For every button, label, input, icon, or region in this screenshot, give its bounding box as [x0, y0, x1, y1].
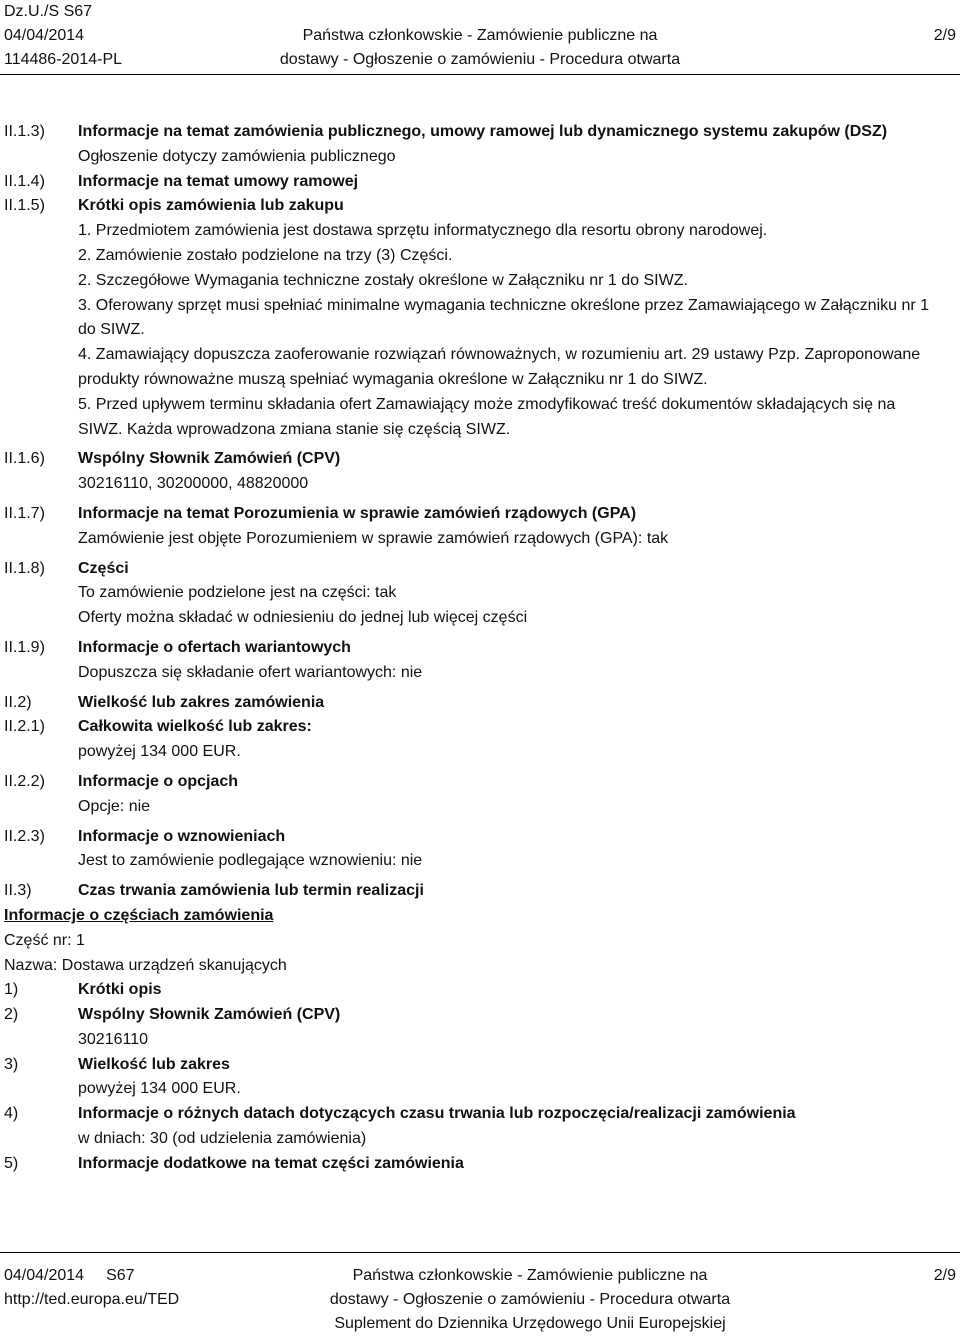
item-number: 3): [4, 1055, 19, 1073]
description-line: 4. Zamawiający dopuszcza zaoferowanie rozwiązań równoważnych, w rozumieniu art. 29 ustawy Pzp. Zaproponowane produkty równoważne muszą spełniać wymagania określone w Załączniku nr 1 do SIWZ.: [78, 346, 921, 388]
section-text: Zamówienie jest objęte Porozumieniem w sprawie zamówień rządowych (GPA): tak: [78, 529, 669, 547]
section-text: Jest to zamówienie podlegające wznowieniu: nie: [78, 852, 423, 870]
section-ii-1-8: [0, 557, 960, 631]
header-title-line2: dostawy - Ogłoszenie o zamówieniu - Procedura otwarta: [279, 51, 681, 68]
part-item-4: [0, 1102, 960, 1152]
section-text: Ogłoszenie dotyczy zamówienia publicznego: [78, 147, 396, 165]
footer-title-line2: dostawy - Ogłoszenie o zamówieniu - Procedura otwarta: [329, 1291, 731, 1308]
part-item-1: [0, 978, 960, 1003]
item-number: 1): [4, 981, 19, 999]
section-number: II.2): [4, 693, 32, 711]
section-text: Oferty można składać w odniesieniu do jednej lub więcej części: [78, 609, 528, 627]
item-number: 4): [4, 1105, 19, 1123]
section-text: To zamówienie podzielone jest na części: tak: [78, 584, 397, 602]
section-number: II.1.8): [4, 559, 45, 577]
section-ii-1-9: [0, 636, 960, 686]
description-line: 2. Zamówienie zostało podzielone na trzy (3) Części.: [78, 246, 453, 264]
header-center: [230, 24, 730, 72]
notice-id: 114486-2014-PL: [4, 51, 123, 68]
section-text: Dopuszcza się składanie ofert wariantowych: nie: [78, 663, 423, 681]
description-line: 1. Przedmiotem zamówienia jest dostawa sprzętu informatycznego dla resortu obrony narodowej.: [78, 222, 768, 240]
section-title: Wspólny Słownik Zamówień (CPV): [78, 450, 341, 468]
section-title: Wielkość lub zakres zamówienia: [78, 693, 325, 711]
section-ii-2-1: [0, 715, 960, 765]
section-ii-1-3: [0, 120, 960, 170]
item-text: powyżej 134 000 EUR.: [78, 1080, 241, 1098]
footer-url[interactable]: http://ted.europa.eu/TED: [4, 1291, 180, 1308]
item-number: 5): [4, 1154, 19, 1172]
section-title: Informacje na temat zamówienia publicznego, umowy ramowej lub dynamicznego systemu zakupów (DSZ): [78, 123, 888, 140]
header-page-number: 2/9: [933, 27, 956, 44]
item-title: Informacje dodatkowe na temat części zamówienia: [78, 1154, 464, 1172]
description-line: 3. Oferowany sprzęt musi spełniać minimalne wymagania techniczne określone przez Zamawiającego w Załączniku nr 1 do SIWZ.: [78, 296, 930, 339]
section-number: II.2.1): [4, 718, 45, 736]
description-line: 5. Przed upływem terminu składania ofert Zamawiający może zmodyfikować treść dokumentów składających się na SIWZ. Każda wprowadzona zmiana stanie się częścią SIWZ.: [78, 395, 896, 438]
section-number: II.1.4): [4, 172, 45, 190]
section-title: Informacje o wznowieniach: [78, 827, 286, 845]
cpv-codes: 30216110, 30200000, 48820000: [78, 475, 309, 493]
section-title: Informacje na temat umowy ramowej: [78, 172, 359, 190]
header-date: 04/04/2014: [4, 27, 85, 44]
section-number: II.3): [4, 882, 32, 900]
document-body: [0, 120, 960, 1177]
description-line: 2. Szczegółowe Wymagania techniczne zostały określone w Załączniku nr 1 do SIWZ.: [78, 271, 688, 289]
journal-ref: Dz.U./S S67: [4, 3, 93, 20]
item-title: Wielkość lub zakres: [78, 1055, 230, 1073]
page-footer: [0, 1252, 960, 1334]
section-number: II.2.2): [4, 772, 45, 790]
section-text: Opcje: nie: [78, 797, 151, 815]
footer-divider: [0, 1252, 960, 1253]
item-title: Informacje o różnych datach dotyczących czasu trwania lub rozpoczęcia/realizacji zamówienia: [78, 1105, 796, 1123]
section-title: Informacje o ofertach wariantowych: [78, 638, 351, 656]
footer-center: [250, 1264, 810, 1336]
footer-date: 04/04/2014: [4, 1267, 85, 1284]
footer-issue: S67: [106, 1267, 135, 1284]
section-title: Całkowita wielkość lub zakres:: [78, 718, 312, 736]
section-number: II.1.9): [4, 638, 45, 656]
part-item-5: [0, 1152, 960, 1177]
parts-heading: Informacje o częściach zamówienia: [4, 906, 274, 924]
section-title: Informacje o opcjach: [78, 772, 239, 790]
section-title: Krótki opis zamówienia lub zakupu: [78, 197, 344, 215]
part-item-2: [0, 1003, 960, 1053]
section-ii-3: [0, 879, 960, 904]
header-divider: [0, 74, 960, 75]
item-title: Krótki opis: [78, 981, 162, 999]
item-title: Wspólny Słownik Zamówień (CPV): [78, 1006, 341, 1024]
section-ii-2-3: [0, 825, 960, 875]
section-title: Części: [78, 559, 129, 577]
footer-page-number: 2/9: [933, 1267, 956, 1284]
section-ii-2-2: [0, 770, 960, 820]
part-number: Część nr: 1: [4, 931, 85, 949]
item-number: 2): [4, 1006, 19, 1024]
header-left: [4, 0, 122, 72]
part-item-3: [0, 1053, 960, 1103]
section-title: Czas trwania zamówienia lub termin realizacji: [78, 882, 424, 900]
section-title: Informacje na temat Porozumienia w sprawie zamówień rządowych (GPA): [78, 504, 637, 522]
section-number: II.1.5): [4, 197, 45, 215]
section-ii-1-7: [0, 502, 960, 552]
page-header: [0, 0, 960, 78]
footer-left: [4, 1264, 179, 1312]
item-text: w dniach: 30 (od udzielenia zamówienia): [78, 1130, 367, 1148]
section-number: II.1.7): [4, 504, 45, 522]
item-text: 30216110: [78, 1030, 148, 1048]
section-ii-2: [0, 691, 960, 716]
section-ii-1-4: [0, 170, 960, 195]
section-ii-1-5: [0, 194, 960, 442]
section-number: II.1.3): [4, 123, 45, 140]
section-number: II.2.3): [4, 827, 45, 845]
footer-supplement: Suplement do Dziennika Urzędowego Unii Europejskiej: [334, 1315, 726, 1332]
section-text: powyżej 134 000 EUR.: [78, 743, 241, 761]
footer-title-line1: Państwa członkowskie - Zamówienie publiczne na: [352, 1267, 708, 1284]
section-ii-1-6: [0, 447, 960, 497]
part-name: Nazwa: Dostawa urządzeń skanujących: [4, 956, 287, 974]
header-title-line1: Państwa członkowskie - Zamówienie publiczne na: [302, 27, 658, 44]
section-number: II.1.6): [4, 450, 45, 468]
